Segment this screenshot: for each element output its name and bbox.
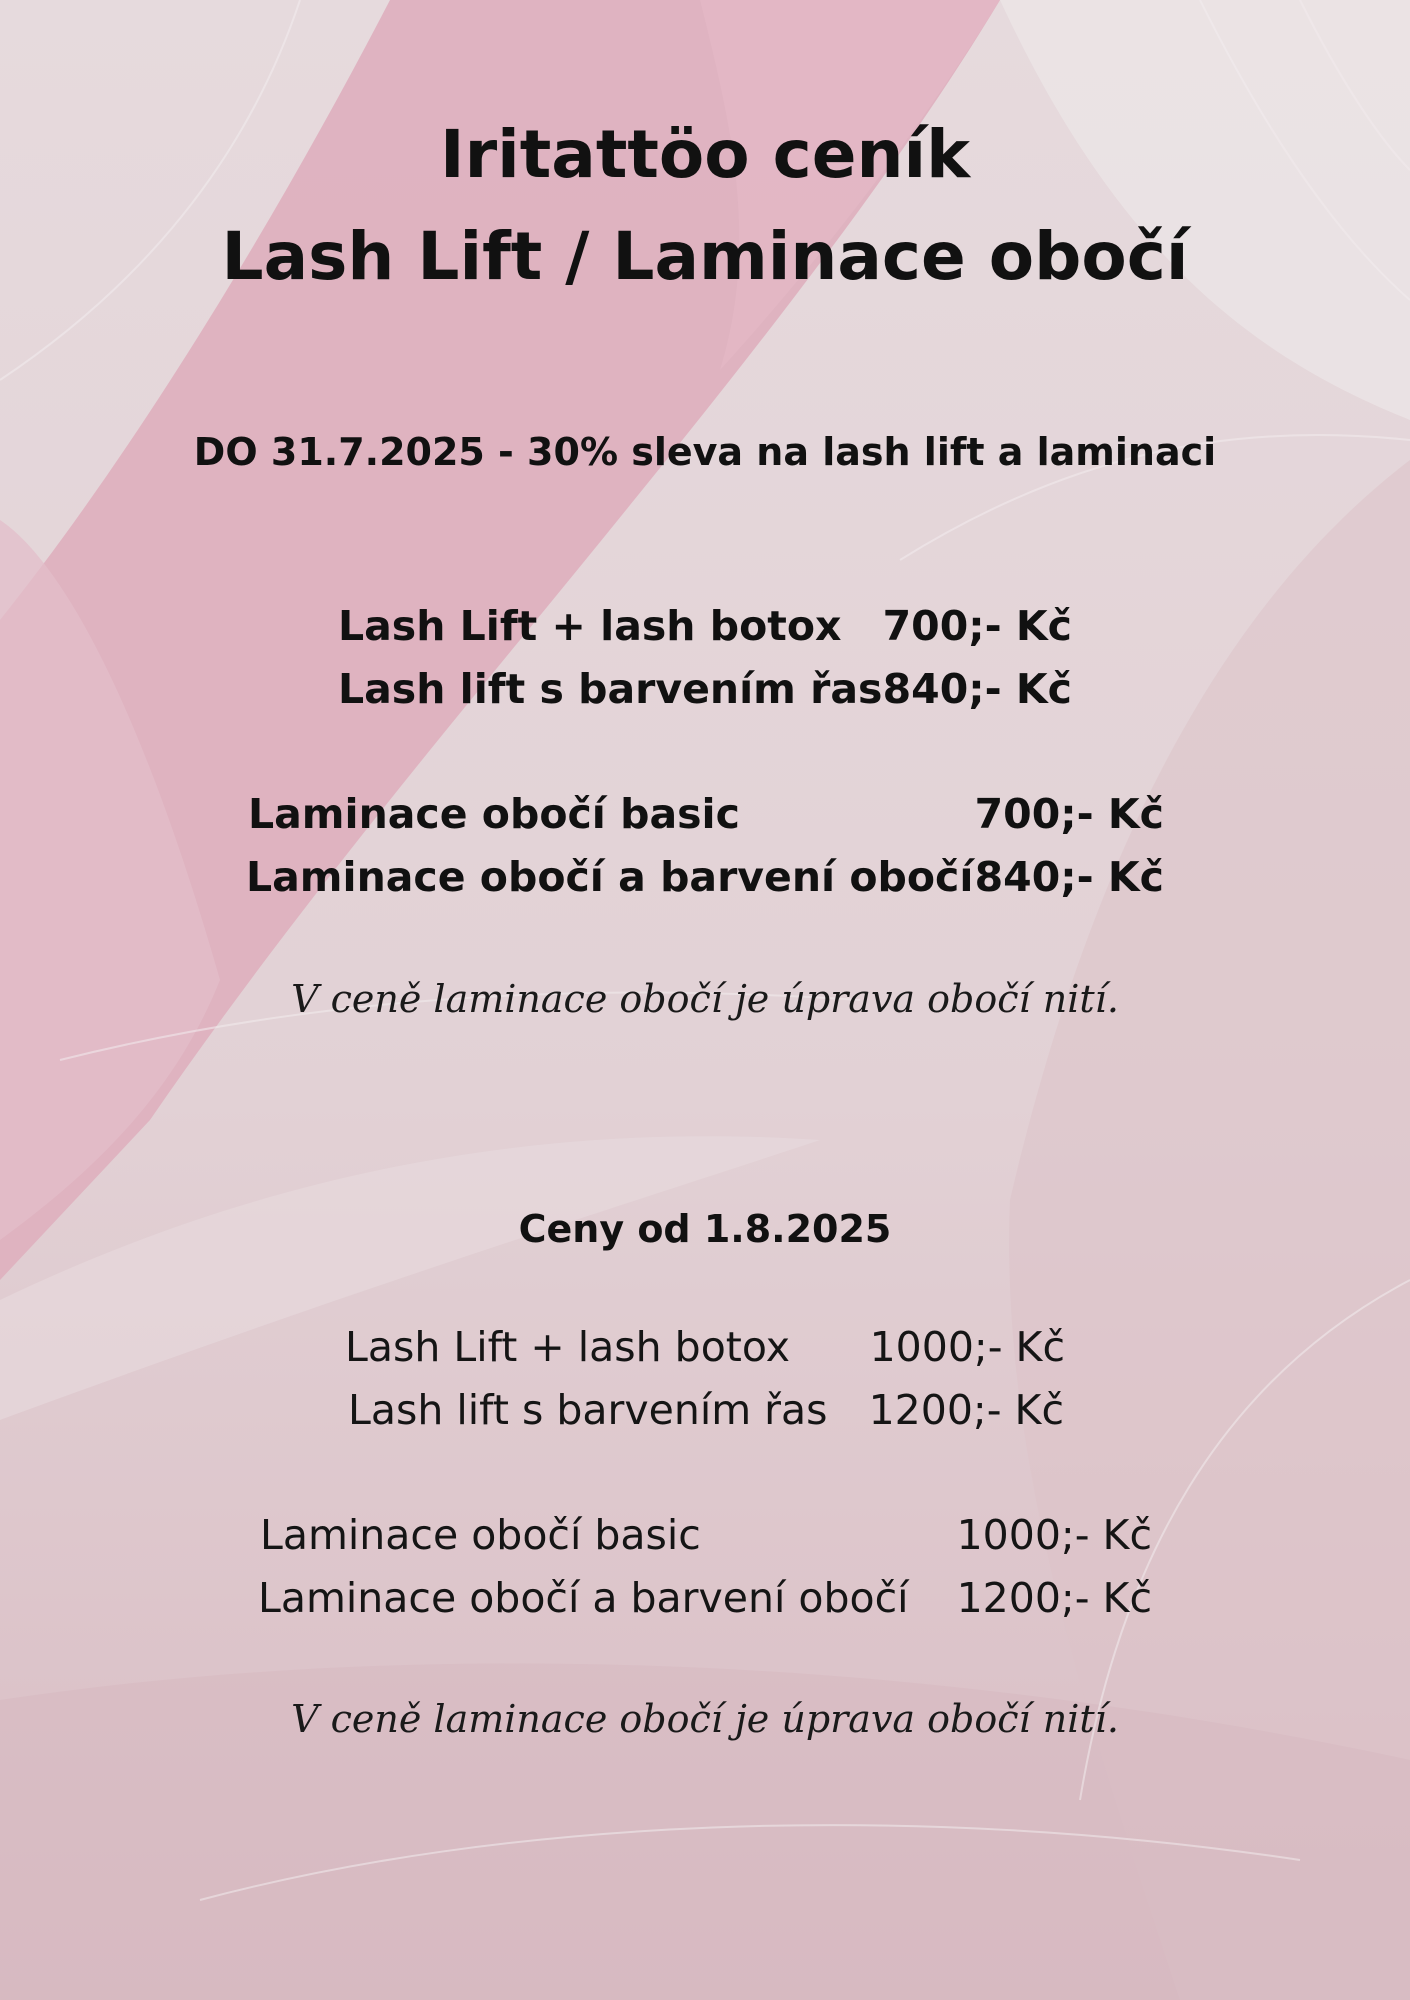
price-row-lash-lift-tint (348, 1386, 1064, 1434)
service-price: 840;- Kč (882, 665, 1072, 713)
service-name: Laminace obočí a barvení obočí (258, 1574, 909, 1622)
service-name: Lash Lift + lash botox (345, 1323, 790, 1371)
service-price: 700;- Kč (974, 790, 1164, 838)
service-name: Laminace obočí basic (260, 1511, 701, 1559)
service-price: 1000;- Kč (869, 1323, 1065, 1371)
price-row-lash-lift-tint-promo (338, 665, 1072, 713)
price-row-brow-lamination-basic (260, 1511, 1152, 1559)
price-row-brow-lamination-tint-promo (246, 853, 1164, 901)
service-name: Lash lift s barvením řas (338, 665, 883, 713)
promo-banner: DO 31.7.2025 - 30% sleva na lash lift a laminaci (193, 430, 1217, 474)
service-price: 1200;- Kč (956, 1574, 1152, 1622)
service-price: 700;- Kč (882, 602, 1072, 650)
service-name: Laminace obočí basic (248, 790, 740, 838)
service-price: 1200;- Kč (868, 1386, 1064, 1434)
page-title: Iritattöo ceník (440, 116, 970, 193)
service-name: Lash lift s barvením řas (348, 1386, 828, 1434)
promo-note: V ceně laminace obočí je úprava obočí nití. (291, 977, 1119, 1021)
price-row-brow-lamination-tint (258, 1574, 1152, 1622)
page-subtitle: Lash Lift / Laminace obočí (221, 218, 1189, 295)
new-prices-note: V ceně laminace obočí je úprava obočí nití. (291, 1697, 1119, 1741)
price-row-brow-lamination-basic-promo (248, 790, 1164, 838)
service-name: Lash Lift + lash botox (338, 602, 842, 650)
service-name: Laminace obočí a barvení obočí (246, 853, 974, 901)
price-row-lash-lift-botox (345, 1323, 1065, 1371)
service-price: 840;- Kč (974, 853, 1164, 901)
service-price: 1000;- Kč (956, 1511, 1152, 1559)
new-prices-heading: Ceny od 1.8.2025 (518, 1207, 892, 1251)
price-row-lash-lift-botox-promo (338, 602, 1072, 650)
